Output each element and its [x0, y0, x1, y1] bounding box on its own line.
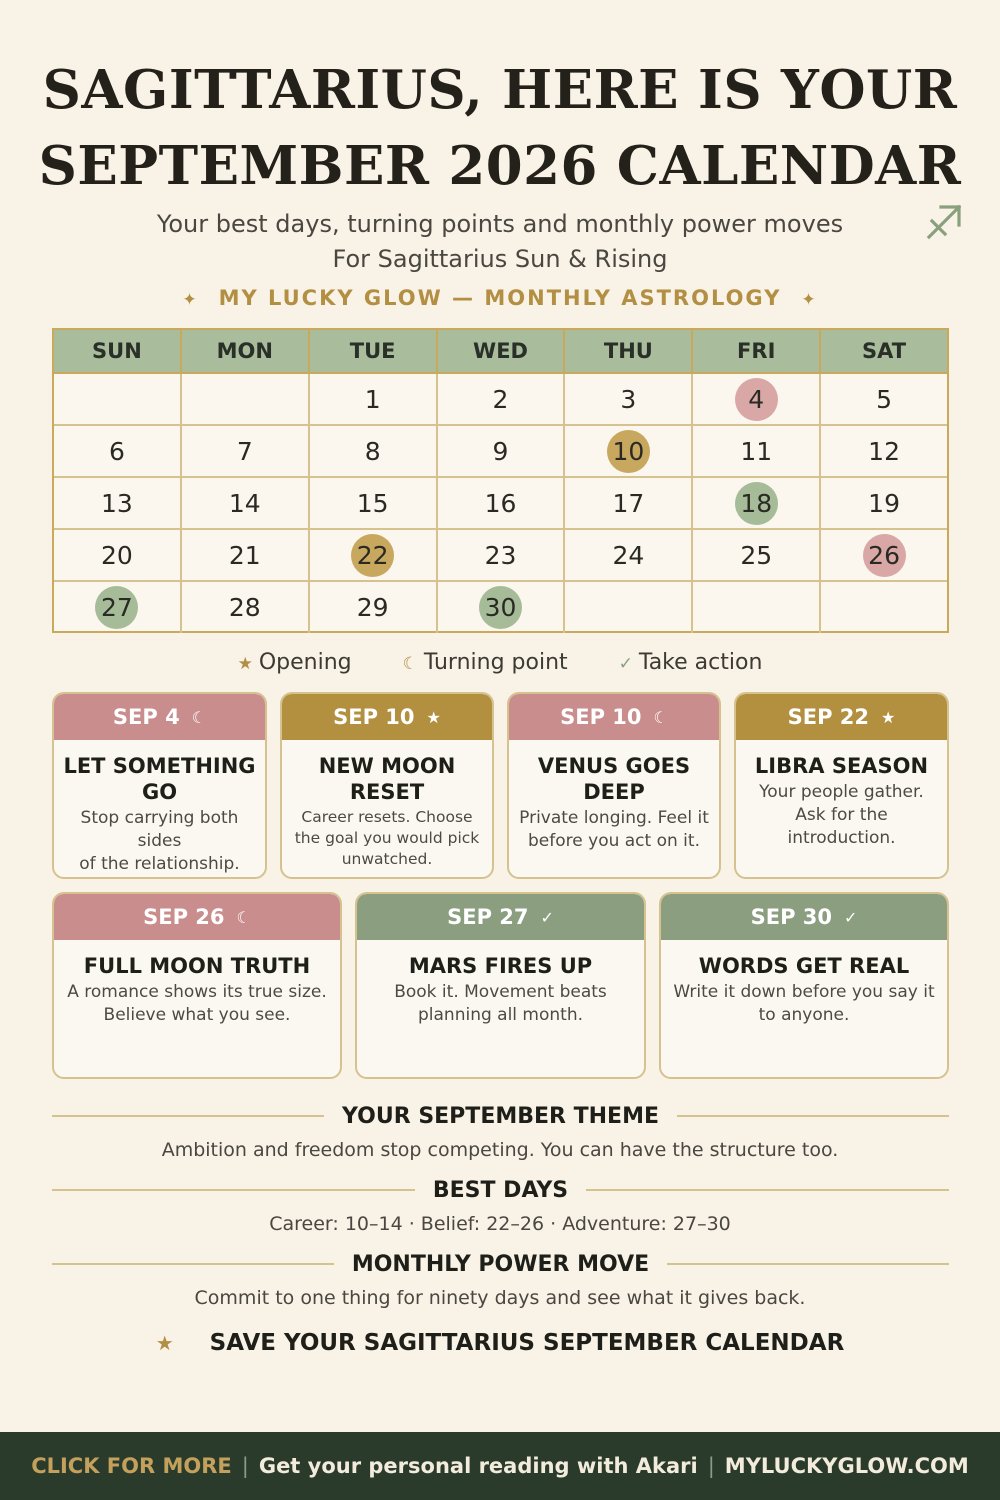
calendar-day: [693, 582, 821, 633]
day-header-mon: MON: [182, 330, 310, 372]
calendar-day: 25: [693, 530, 821, 580]
calendar-week: [54, 374, 947, 426]
calendar-day-highlighted: 27: [54, 582, 182, 633]
calendar-day-highlighted: 26: [821, 530, 947, 580]
event-title: VENUS GOES DEEP: [537, 754, 691, 804]
day-header-tue: TUE: [310, 330, 438, 372]
event-card: [280, 692, 494, 879]
star-icon: ★: [881, 707, 896, 727]
brand-line: [0, 286, 1000, 310]
subtitle-audience: For Sagittarius Sun & Rising: [332, 245, 668, 273]
calendar-header: [54, 330, 947, 374]
check-icon: ✓: [844, 907, 858, 927]
event-date: SEP 27 ✓: [357, 894, 644, 940]
month-calendar: [52, 328, 949, 633]
check-icon: ✓: [618, 654, 633, 674]
calendar-day: 24: [565, 530, 693, 580]
calendar-day: 9: [438, 426, 566, 476]
event-date: SEP 10 ☾: [509, 694, 719, 740]
calendar-day: [565, 582, 693, 633]
event-description: A romance shows its true size. Believe what you see.: [67, 982, 327, 1025]
calendar-week: [54, 478, 947, 530]
moon-icon: ☾: [236, 907, 251, 927]
sparkle-icon: ✦: [801, 290, 818, 310]
calendar-day: 15: [310, 478, 438, 528]
sparkle-icon: ✦: [182, 290, 199, 310]
calendar-day-highlighted: 22: [310, 530, 438, 580]
personal-reading-link[interactable]: Get your personal reading with Akari: [258, 1454, 698, 1478]
calendar-week: [54, 582, 947, 633]
event-description: Private longing. Feel it before you act on it.: [519, 808, 709, 851]
calendar-legend: [0, 650, 1000, 675]
event-card: [659, 892, 949, 1079]
calendar-day: 2: [438, 374, 566, 424]
calendar-week: [54, 426, 947, 478]
event-description: Your people gather. Ask for the introduction.: [759, 782, 924, 848]
calendar-day: 20: [54, 530, 182, 580]
calendar-day: [821, 582, 947, 633]
calendar-day: 6: [54, 426, 182, 476]
day-header-thu: THU: [565, 330, 693, 372]
brand-name: MY LUCKY GLOW — MONTHLY ASTROLOGY: [218, 286, 782, 310]
calendar-day-highlighted: 18: [693, 478, 821, 528]
event-date: SEP 10 ★: [282, 694, 492, 740]
save-calendar-cta[interactable]: ★ SAVE YOUR SAGITTARIUS SEPTEMBER CALENDAR: [155, 1330, 845, 1356]
moon-icon: ☾: [653, 707, 668, 727]
calendar-day: 1: [310, 374, 438, 424]
star-icon: ★: [155, 1331, 174, 1355]
calendar-day-highlighted: 10: [565, 426, 693, 476]
calendar-day: 23: [438, 530, 566, 580]
event-description: Write it down before you say it to anyone.: [673, 982, 935, 1025]
calendar-day: 17: [565, 478, 693, 528]
event-title: LET SOMETHING GO: [63, 754, 256, 804]
divider: [586, 1189, 949, 1191]
calendar-day: 16: [438, 478, 566, 528]
divider: [677, 1115, 949, 1117]
calendar-day: 19: [868, 488, 900, 518]
calendar-day: 21: [182, 530, 310, 580]
event-card: [52, 892, 342, 1079]
event-date: SEP 30 ✓: [661, 894, 947, 940]
divider: [52, 1263, 334, 1265]
title-line-2: SEPTEMBER 2026 CALENDAR: [38, 135, 962, 197]
calendar-day: 14: [182, 478, 310, 528]
calendar-day: 12: [868, 436, 900, 466]
event-title: LIBRA SEASON: [754, 754, 929, 778]
click-for-more-link[interactable]: CLICK FOR MORE: [31, 1454, 232, 1478]
event-description: Career resets. Choose the goal you would pick unwatched.: [294, 808, 480, 868]
moon-icon: ☾: [191, 707, 207, 727]
star-icon: ★: [426, 707, 441, 727]
best-days-heading: BEST DAYS: [52, 1175, 949, 1205]
site-link[interactable]: MYLUCKYGLOW.COM: [724, 1454, 969, 1478]
legend-take-action: ✓ Take action: [618, 650, 763, 675]
calendar-day: 8: [310, 426, 438, 476]
divider: [52, 1189, 415, 1191]
calendar-day: 13: [54, 478, 182, 528]
event-card: [734, 692, 949, 879]
divider: |: [707, 1454, 715, 1478]
check-icon: ✓: [540, 907, 554, 927]
calendar-day: 29: [310, 582, 438, 633]
theme-heading: YOUR SEPTEMBER THEME: [52, 1101, 949, 1131]
event-title: MARS FIRES UP: [408, 954, 593, 978]
calendar-day: 3: [565, 374, 693, 424]
calendar-day: 5: [876, 384, 893, 414]
calendar-day: 28: [182, 582, 310, 633]
best-days-text: Career: 10–14 · Belief: 22–26 · Adventure: 27–30: [269, 1213, 731, 1235]
power-move-heading: MONTHLY POWER MOVE: [52, 1249, 949, 1279]
calendar-day: [182, 374, 310, 424]
event-description: Stop carrying both sides of the relationship.: [79, 808, 240, 874]
calendar-day-highlighted: 30: [438, 582, 566, 633]
calendar-day-highlighted: 4: [693, 374, 821, 424]
power-move-text: Commit to one thing for ninety days and see what it gives back.: [194, 1287, 806, 1309]
event-title: FULL MOON TRUTH: [83, 954, 311, 978]
event-card: [52, 692, 267, 879]
title-line-1: SAGITTARIUS, HERE IS YOUR: [42, 59, 958, 121]
event-title: WORDS GET REAL: [698, 954, 910, 978]
legend-turning-point: ☾ Turning point: [402, 650, 568, 675]
event-date: SEP 22 ★: [736, 694, 947, 740]
page-title: [0, 52, 1000, 204]
calendar-day: 7: [182, 426, 310, 476]
calendar-week: [54, 530, 947, 582]
divider: [667, 1263, 949, 1265]
event-card: [355, 892, 646, 1079]
subtitle: Your best days, turning points and monthly power moves: [156, 210, 844, 238]
theme-text: Ambition and freedom stop competing. You can have the structure too.: [161, 1139, 839, 1161]
divider: [52, 1115, 324, 1117]
calendar-day: [54, 374, 182, 424]
day-header-wed: WED: [438, 330, 566, 372]
divider: |: [241, 1454, 249, 1478]
star-icon: ★: [237, 654, 253, 674]
event-date: SEP 26 ☾: [54, 894, 340, 940]
event-card: [507, 692, 721, 879]
day-header-sun: SUN: [54, 330, 182, 372]
event-date: SEP 4 ☾: [54, 694, 265, 740]
legend-opening: ★ Opening: [237, 650, 352, 675]
calendar-day: 11: [693, 426, 821, 476]
footer-bar: [0, 1432, 1000, 1500]
day-header-fri: FRI: [693, 330, 821, 372]
moon-icon: ☾: [402, 654, 418, 674]
day-header-sat: SAT: [862, 339, 907, 363]
event-description: Book it. Movement beats planning all month.: [394, 982, 607, 1025]
event-title: NEW MOON RESET: [318, 754, 456, 804]
